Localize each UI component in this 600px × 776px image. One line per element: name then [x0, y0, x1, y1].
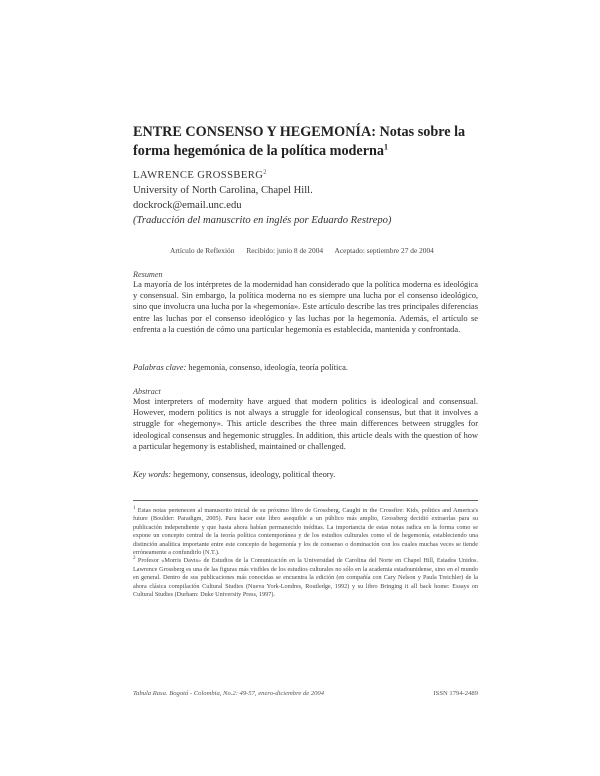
palabras-clave-label: Palabras clave: [133, 363, 187, 372]
palabras-clave-text: hegemonía, consenso, ideología, teoría política. [188, 363, 348, 372]
article-dates [170, 246, 470, 255]
footnotes [133, 500, 478, 599]
author-block [133, 168, 478, 228]
palabras-clave [133, 363, 478, 372]
keywords-text: hegemony, consensus, ideology, political theory. [173, 470, 336, 479]
article-type: Artículo de Reflexión [170, 246, 235, 255]
abstract-label: Abstract [133, 387, 161, 396]
footnote-2-number: 2 [133, 556, 136, 562]
keywords-label: Key words: [133, 470, 172, 479]
author-email[interactable]: dockrock@email.unc.edu [133, 200, 242, 211]
abstract-text: Most interpreters of modernity have argued that modern politics is ideological and consensual. However, modern politics is not always a struggle for ideological consensus, but that it involves a struggle for «hegemony». This article describes the three main differences between struggles for ideological consensus and hegemonic struggles. In addition, this article deals with the question of how a particular hegemony is established, maintained or challenged. [133, 397, 478, 451]
resumen-label: Resumen [133, 270, 163, 279]
translation-note: (Traducción del manuscrito en inglés por Eduardo Restrepo) [133, 215, 392, 226]
accepted-date: Aceptado: septiembre 27 de 2004 [334, 246, 434, 255]
footnote-2 [133, 557, 478, 599]
page-footer [133, 690, 478, 697]
author-name-text: LAWRENCE GROSSBERG [133, 170, 264, 181]
author-footnote-marker[interactable]: 2 [263, 169, 267, 176]
author-affiliation: University of North Carolina, Chapel Hill. [133, 185, 313, 196]
issn: ISSN 1794-2489 [433, 690, 478, 697]
article-title [133, 123, 478, 161]
title-footnote-marker[interactable]: 1 [384, 142, 389, 152]
footnote-1-text: Estas notas pertenecen al manuscrito inicial de su próximo libro de Grossberg, Caught in the Crossfire: Kids, politics and America's future (Boulder: Paradigm, 2005). Para hacer este libro asequible a un público más amplio, Grossberg decidió extraerlas para su publicación independiente y que hasta ahora habían permanecido inéditas. La importancia de estas notas radica en la forma como se expone un concepto central de la teoría política contemporánea y de los estudios culturales como el de hegemonía, estableciendo una distinción analítica importante entre este concepto de hegemonía y los de consenso o dominación con los cuales muchas veces se tiende erróneamente a confundirlo (N.T.). [133, 507, 478, 557]
resumen-text: La mayoría de los intérpretes de la modernidad han considerado que la política moderna es ideológica y consensual. Sin embargo, la política moderna no es siempre una lucha por el consenso ideológico, sino que involucra una lucha por la «hegemonía». Este artículo describe las tres principales diferencias entre las luchas por el consenso ideológico y las luchas por la hegemonía. Además, el artículo se enfrenta a la cuestión de cómo una particular hegemonía es establecida, mantenida y confrontada. [133, 280, 478, 334]
keywords [133, 470, 478, 479]
resumen-section [133, 270, 478, 335]
abstract-section [133, 387, 478, 452]
footnote-2-text: Profesor «Morris Davis» de Estudios de la Comunicación en la Universidad de Carolina del Norte en Chapel Hill, Estados Unidos. Lawrence Grossberg es una de las figuras más visibles de los estudios culturales no sólo en la academia estadounidense, sino en el mundo en general. Dentro de sus publicaciones más conocidas se encuentra la edición (en compañía con Cary Nelson y Paula Treichler) de la ahora clásica compilación Cultural Studies (Nueva York-Londres, Routledge, 1992) y su libro Bringing it all back home: Essays on Cultural Studies (Durham: Duke University Press, 1997). [133, 557, 479, 599]
journal-citation: Tabula Rasa. Bogotá - Colombia, No.2: 49-57, enero-diciembre de 2004 [133, 690, 325, 697]
footnote-1-number: 1 [133, 505, 136, 511]
received-date: Recibido: junio 8 de 2004 [246, 246, 324, 255]
author-name [133, 168, 478, 183]
article-title-text: ENTRE CONSENSO Y HEGEMONÍA: Notas sobre la forma hegemónica de la política moderna [133, 124, 466, 159]
footnote-1 [133, 507, 478, 557]
